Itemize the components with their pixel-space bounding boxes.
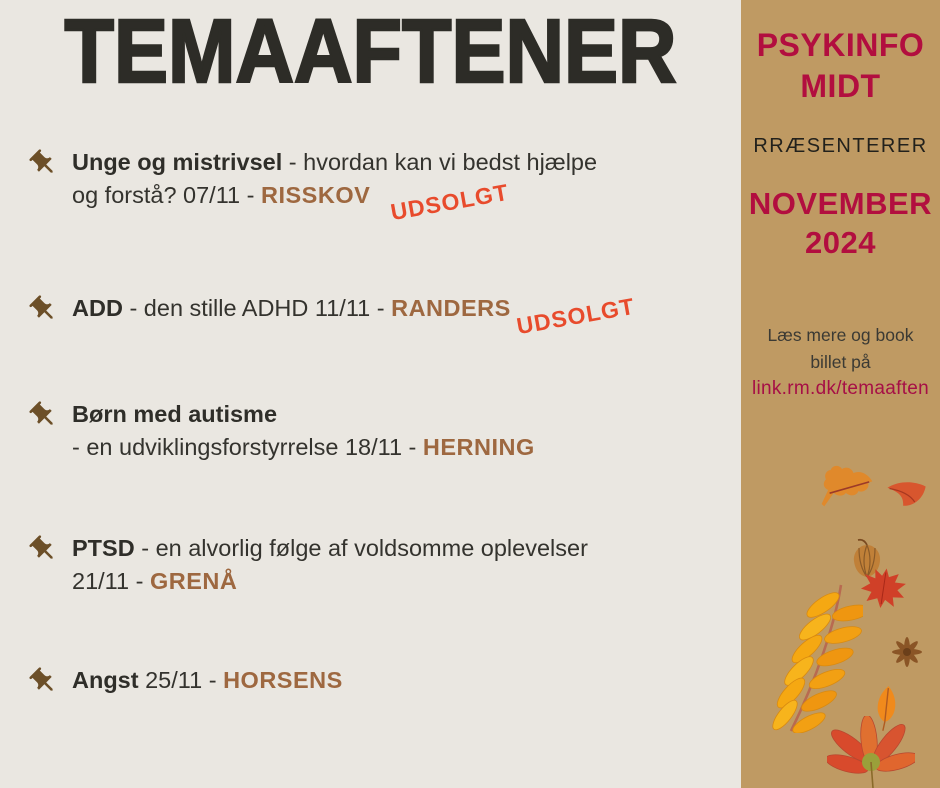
event-text — [72, 664, 343, 697]
sidebar — [741, 0, 940, 788]
pushpin-icon — [28, 148, 60, 180]
event-angst — [28, 664, 343, 697]
pushpin-icon — [28, 534, 60, 566]
event-date: - en udviklingsforstyrrelse 18/11 - — [72, 434, 423, 460]
event-ptsd — [28, 532, 588, 598]
sold-out-badge: UDSOLGT — [388, 178, 511, 226]
event-text — [72, 146, 597, 212]
event-location: HORSENS — [223, 667, 343, 693]
star-anise-icon — [889, 636, 925, 673]
brand-title — [741, 25, 940, 107]
event-description: - den stille ADHD 11/11 - — [122, 295, 392, 321]
red-leaf-icon — [884, 475, 931, 519]
event-topic: Unge og mistrivsel — [72, 149, 283, 175]
event-location: GRENÅ — [149, 568, 238, 594]
month-line1: NOVEMBER — [748, 186, 933, 221]
event-unge-og-mistrivsel — [28, 146, 598, 226]
pushpin-icon — [28, 294, 60, 326]
event-text — [72, 292, 511, 325]
event-add — [28, 292, 637, 340]
event-date: og forstå? 07/11 - — [72, 182, 261, 208]
event-topic: PTSD — [72, 535, 135, 561]
event-date: 21/11 - — [72, 568, 150, 594]
brand-line1: PSYKINFO — [756, 27, 925, 63]
event-born-med-autisme — [28, 398, 535, 464]
event-topic: Angst — [72, 667, 139, 693]
event-text — [72, 398, 535, 464]
month-title — [741, 184, 940, 262]
pushpin-icon — [28, 666, 60, 698]
brand-line2: MIDT — [800, 68, 881, 104]
event-date: 25/11 - — [138, 667, 224, 693]
event-topic: ADD — [72, 295, 123, 321]
event-location: HERNING — [422, 434, 535, 460]
booking-link[interactable]: link.rm.dk/temaaften — [751, 378, 930, 399]
event-location: RANDERS — [391, 295, 511, 321]
sold-out-badge: UDSOLGT — [514, 292, 637, 340]
rowan-leaf-icon — [763, 583, 863, 738]
booking-info-line1: Læs mere og book — [767, 325, 914, 345]
event-description: - en alvorlig følge af voldsomme oplevelser — [134, 535, 588, 561]
booking-info-line2: billet på — [810, 352, 871, 372]
booking-info — [741, 322, 940, 376]
month-line2: 2024 — [805, 225, 876, 260]
event-text — [72, 532, 588, 598]
event-topic: Børn med autisme — [72, 401, 278, 427]
event-location: RISSKOV — [261, 182, 371, 208]
creeper-leaf-icon — [827, 716, 915, 788]
oak-leaf-icon — [814, 460, 877, 526]
pushpin-icon — [28, 400, 60, 432]
presents-label: RRÆSENTERER — [753, 135, 928, 157]
page-title: TEMAAFTENER — [64, 2, 677, 102]
event-description: - hvordan kan vi bedst hjælpe — [282, 149, 598, 175]
